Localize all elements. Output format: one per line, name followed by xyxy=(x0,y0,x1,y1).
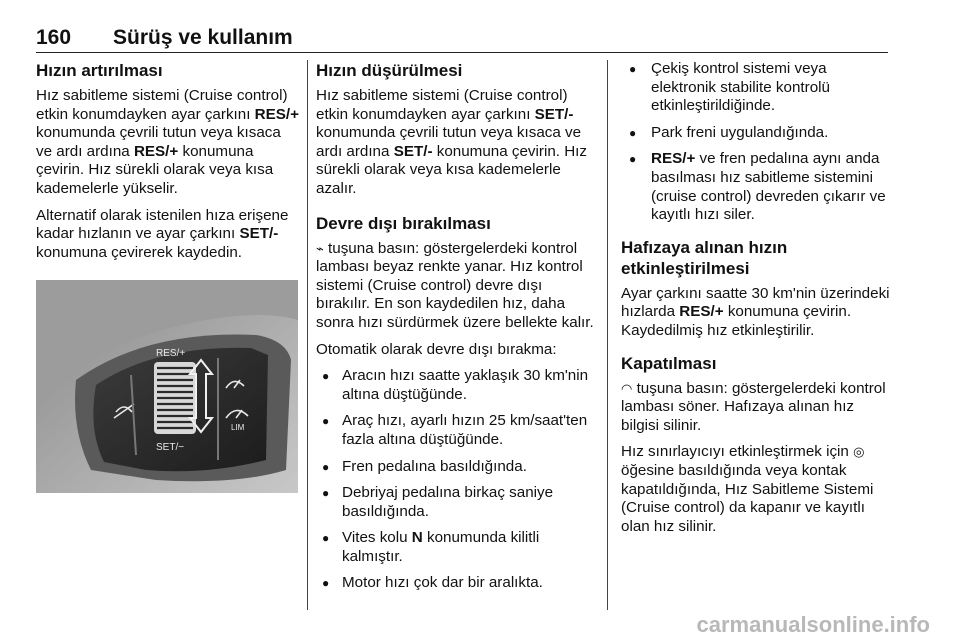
res-label: RES/+ xyxy=(156,348,186,360)
speed-limiter-icon: ◎ xyxy=(853,444,865,460)
paragraph: Hız sabitleme sistemi (Cruise control) etkin konumdayken ayar çarkını RES/+ konumunda çevrili tutun veya kısaca ve ardı ardına RES/+ konumuna çevirin. Hız sürekli olarak veya kısa kademelerle yükselir. xyxy=(36,87,299,197)
heading-decrease-speed: Hızın düşürülmesi xyxy=(316,61,463,80)
list-item: ● Aracın hızı saatte yaklaşık 30 km'nin altına düştüğünde. xyxy=(316,367,594,404)
list-item: ● Çekiş kontrol sistemi veya elektronik stabilite kontrolü etkinleştirildiğinde. xyxy=(621,60,891,116)
page-title: Sürüş ve kullanım xyxy=(113,26,293,49)
cancel-cruise-icon: ⌁ xyxy=(316,240,324,256)
paragraph: ◠ tuşuna basın: göstergelerdeki kontrol lambası söner. Hafızaya alınan hız bilgisi silinir. xyxy=(621,379,886,434)
paragraph: Alternatif olarak istenilen hıza erişene kadar hızlanın ve ayar çarkını SET/- konumuna çevirerek kaydedin. xyxy=(36,206,289,261)
list-item: ● Debriyaj pedalına birkaç saniye basıldığında. xyxy=(316,484,594,521)
paragraph: ⌁ tuşuna basın: göstergelerdeki kontrol lambası beyaz renkte yanar. Hız kontrol sistemi (Cruise control) devre dışı bırakılır. En son kaydedilen hız, daha sonra hızı sürdürmek üzere bellekte kalır. xyxy=(316,239,594,331)
heading-deactivation: Devre dışı bırakılması xyxy=(316,213,491,233)
list-item: ● Motor hızı çok dar bir aralıkta. xyxy=(316,574,594,593)
column-1 xyxy=(36,60,300,499)
paragraph: Hız sınırlayıcıyı etkinleştirmek için ◎ öğesine basıldığında veya kontak kapatıldığında, Hız Sabitleme Sistemi (Cruise control) da kapanır ve kayıtlı olan hız silinir. xyxy=(621,443,874,535)
column-divider xyxy=(307,60,308,610)
column-2 xyxy=(316,60,594,601)
column-3 xyxy=(621,60,891,544)
paragraph: Hız sabitleme sistemi (Cruise control) etkin konumdayken ayar çarkını SET/- konumunda çevrili tutun veya kısaca ve ardı ardına SET/- konumuna çevirin. Hız sürekli olarak veya kısa kademelerle azalır. xyxy=(316,87,587,197)
heading-resume-speed: Hafızaya alınan hızın etkinleştirilmesi xyxy=(621,237,788,278)
set-label: SET/− xyxy=(156,442,185,454)
page-header xyxy=(36,22,888,53)
steering-wheel-controls-photo xyxy=(36,280,298,493)
list-item: ● RES/+ ve fren pedalına aynı anda basılması hız sabitleme sistemini (cruise control) devreden çıkarır ve kayıtlı hızı siler. xyxy=(621,150,891,224)
heading-increase-speed: Hızın artırılması xyxy=(36,61,163,80)
list-item: ● Araç hızı, ayarlı hızın 25 km/saat'ten fazla altına düştüğünde. xyxy=(316,412,594,449)
paragraph: Ayar çarkını saatte 30 km'nin üzerindeki hızlarda RES/+ konumuna çevirin. Kaydedilmiş hız etkinleştirilir. xyxy=(621,284,890,339)
auto-deactivation-list-continued xyxy=(621,60,891,225)
watermark: carmanualsonline.info xyxy=(696,612,930,637)
auto-deactivation-list xyxy=(316,367,594,593)
lim-label: LIM xyxy=(231,423,245,433)
list-item: ● Park freni uygulandığında. xyxy=(621,124,891,143)
list-item: ● Fren pedalına basıldığında. xyxy=(316,458,594,477)
list-item: ● Vites kolu N konumunda kilitli kalmıştır. xyxy=(316,529,594,566)
paragraph: Otomatik olarak devre dışı bırakma: xyxy=(316,340,557,358)
column-divider xyxy=(607,60,608,610)
cruise-control-icon: ◠ xyxy=(621,380,633,396)
page-number: 160 xyxy=(36,26,72,49)
heading-switch-off: Kapatılması xyxy=(621,353,717,373)
